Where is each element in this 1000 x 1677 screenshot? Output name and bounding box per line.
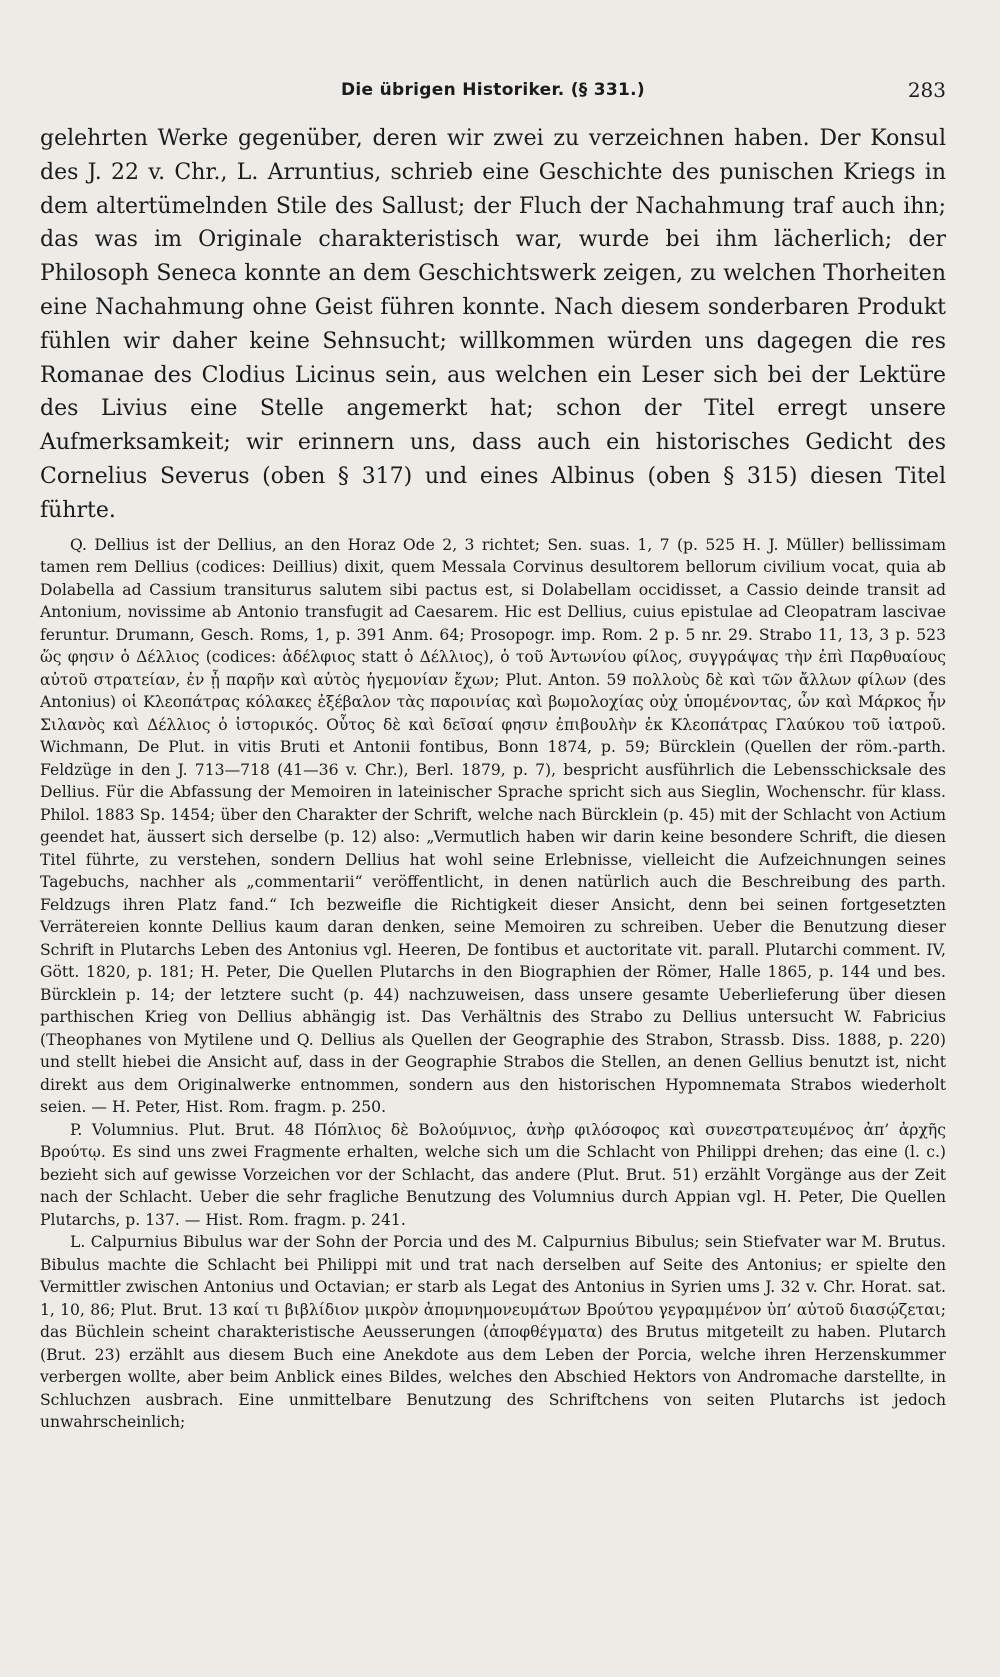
running-title: Die übrigen Historiker. (§ 331.) (341, 80, 645, 100)
main-paragraph: gelehrten Werke gegenüber, deren wir zwei zu verzeichnen haben. Der Konsul des J. 22 v. Chr., L. Arruntius, schrieb eine Geschichte des punischen Kriegs in dem altertümelnden Stile des Sallust; der Fluch der Nachahmung traf auch ihn; das was im Originale charakteristisch war, wurde bei ihm lächerlich; der Philosoph Seneca konnte an dem Geschichtswerk zeigen, zu welchen Thorheiten eine Nachahmung ohne Geist führen konnte. Nach diesem sonderbaren Produkt fühlen wir daher keine Sehnsucht; willkommen würden uns dagegen die res Romanae des Clodius Licinus sein, aus welchen ein Leser sich bei der Lektüre des Livius eine Stelle angemerkt hat; schon der Titel erregt unsere Aufmerksamkeit; wir erinnern uns, dass auch ein historisches Gedicht des Cornelius Severus (oben § 317) und eines Albinus (oben § 315) diesen Titel führte. (40, 126, 946, 523)
note-bibulus: L. Calpurnius Bibulus war der Sohn der Porcia und des M. Calpurnius Bibulus; sein Stiefvater war M. Brutus. Bibulus machte die Schlacht bei Philippi mit und trat nach derselben auf Seite des Antonius; er spielte den Vermittler zwischen Antonius und Octavian; er starb als Legat des Antonius in Syrien ums J. 32 v. Chr. Horat. sat. 1, 10, 86; Plut. Brut. 13 καί τι βιβλίδιον μικρὸν ἀπομνημονευμάτων Βρούτου γεγραμμένον ὑπ’ αὐτοῦ διασῴζεται; das Büchlein scheint charakteristische Aeusserungen (ἀποφθέγματα) des Brutus mitgeteilt zu haben. Plutarch (Brut. 23) erzählt aus diesem Buch eine Anekdote aus dem Leben der Porcia, welche ihren Herzenskummer verbergen wollte, aber beim Anblick eines Bildes, welches den Abschied Hektors von Andromache darstellte, in Schluchzen ausbrach. Eine unmittelbare Benutzung des Schriftchens von seiten Plutarchs ist jedoch unwahrscheinlich; (40, 1233, 946, 1432)
note-volumnius: P. Volumnius. Plut. Brut. 48 Πόπλιος δὲ Βολούμνιος, ἀνὴρ φιλόσοφος καὶ συνεστρατευμένος ἀπ’ ἀρχῆς Βρούτῳ. Es sind uns zwei Fragmente erhalten, welche sich um die Schlacht von Philippi drehen; das eine (l. c.) bezieht sich auf gewisse Vorzeichen vor der Schlacht, das andere (Plut. Brut. 51) erzählt Vorgänge aus der Zeit nach der Schlacht. Ueber die sehr fragliche Benutzung des Volumnius durch Appian vgl. H. Peter, Die Quellen Plutarchs, p. 137. — Hist. Rom. fragm. p. 241. (40, 1120, 946, 1229)
running-head (40, 74, 946, 108)
note-dellius: Q. Dellius ist der Dellius, an den Horaz Ode 2, 3 richtet; Sen. suas. 1, 7 (p. 525 H. J. Müller) bellissimam tamen rem Dellius (codices: Deillius) dixit, quem Messala Corvinus desultorem bellorum civilium vocat, quia ab Dolabella ad Cassium transiturus salutem sibi pactus est, si Dolabellam occidisset, a Cassio deinde transit ad Antonium, novissime ab Antonio transfugit ad Caesarem. Hic est Dellius, cuius epistulae ad Cleopatram lascivae feruntur. Drumann, Gesch. Roms, 1, p. 391 Anm. 64; Prosopogr. imp. Rom. 2 p. 5 nr. 29. Strabo 11, 13, 3 p. 523 ὥς φησιν ὁ Δέλλιος (codices: ἀδέλφιος statt ὁ Δέλλιος), ὁ τοῦ Ἀντωνίου φίλος, συγγράψας τὴν ἐπὶ Παρθυαίους αὐτοῦ στρατείαν, ἐν ᾗ παρῆν καὶ αὐτὸς ἡγεμονίαν ἔχων; Plut. Anton. 59 πολλοὺς δὲ καὶ τῶν ἄλλων φίλων (des Antonius) οἱ Κλεοπάτρας κόλακες ἐξέβαλον τὰς παροινίας καὶ βωμολοχίας οὐχ ὑπομένοντας, ὧν καὶ Μάρκος ἦν Σιλανὸς καὶ Δέλλιος ὁ ἱστορικός. Οὗτος δὲ καὶ δεῖσαί φησιν ἐπιβουλὴν ἐκ Κλεοπάτρας Γλαύκου τοῦ ἰατροῦ. Wichmann, De Plut. in vitis Bruti et Antonii fontibus, Bonn 1874, p. 59; Bürcklein (Quellen der röm.-parth. Feldzüge in den J. 713—718 (41—36 v. Chr.), Berl. 1879, p. 7), bespricht ausführlich die Lebensschicksale des Dellius. Für die Abfassung der Memoiren in lateinischer Sprache spricht sich aus Sieglin, Wochenschr. für klass. Philol. 1883 Sp. 1454; über den Charakter der Schrift, welche nach Bürcklein (p. 45) mit der Schlacht von Actium geendet hat, äussert sich derselbe (p. 12) also: „Vermutlich haben wir darin keine besondere Schrift, die diesen Titel führte, zu verstehen, sondern Dellius hat wohl seine Erlebnisse, vielleicht die Aufzeichnungen seines Tagebuchs, nachher als „commentarii“ veröffentlicht, in denen natürlich auch die Beschreibung des parth. Feldzugs ihren Platz fand.“ Ich bezweifle die Richtigkeit dieser Ansicht, denn bei seinen fortgesetzten Verrätereien konnte Dellius kaum daran denken, seine Memoiren zu schreiben. Ueber die Benutzung dieser Schrift in Plutarchs Leben des Antonius vgl. Heeren, De fontibus et auctoritate vit. parall. Plutarchi comment. IV, Gött. 1820, p. 181; H. Peter, Die Quellen Plutarchs in den Biographien der Römer, Halle 1865, p. 144 und bes. Bürcklein p. 14; der letztere sucht (p. 44) nachzuweisen, dass unsere gesamte Ueberlieferung über diesen parthischen Krieg von Dellius abhängig ist. Das Verhältnis des Strabo zu Dellius untersucht W. Fabricius (Theophanes von Mytilene und Q. Dellius als Quellen der Geographie des Strabon, Strassb. Diss. 1888, p. 220) und stellt hiebei die Ansicht auf, dass in der Geographie Strabos die Stellen, an denen Gellius benutzt ist, nicht direkt aus dem Originalwerke entnommen, sondern aus den historischen Hypomnemata Strabos wiederholt seien. — H. Peter, Hist. Rom. fragm. p. 250. (40, 535, 946, 1117)
notes-section (40, 534, 946, 1434)
page-number: 283 (907, 78, 946, 102)
